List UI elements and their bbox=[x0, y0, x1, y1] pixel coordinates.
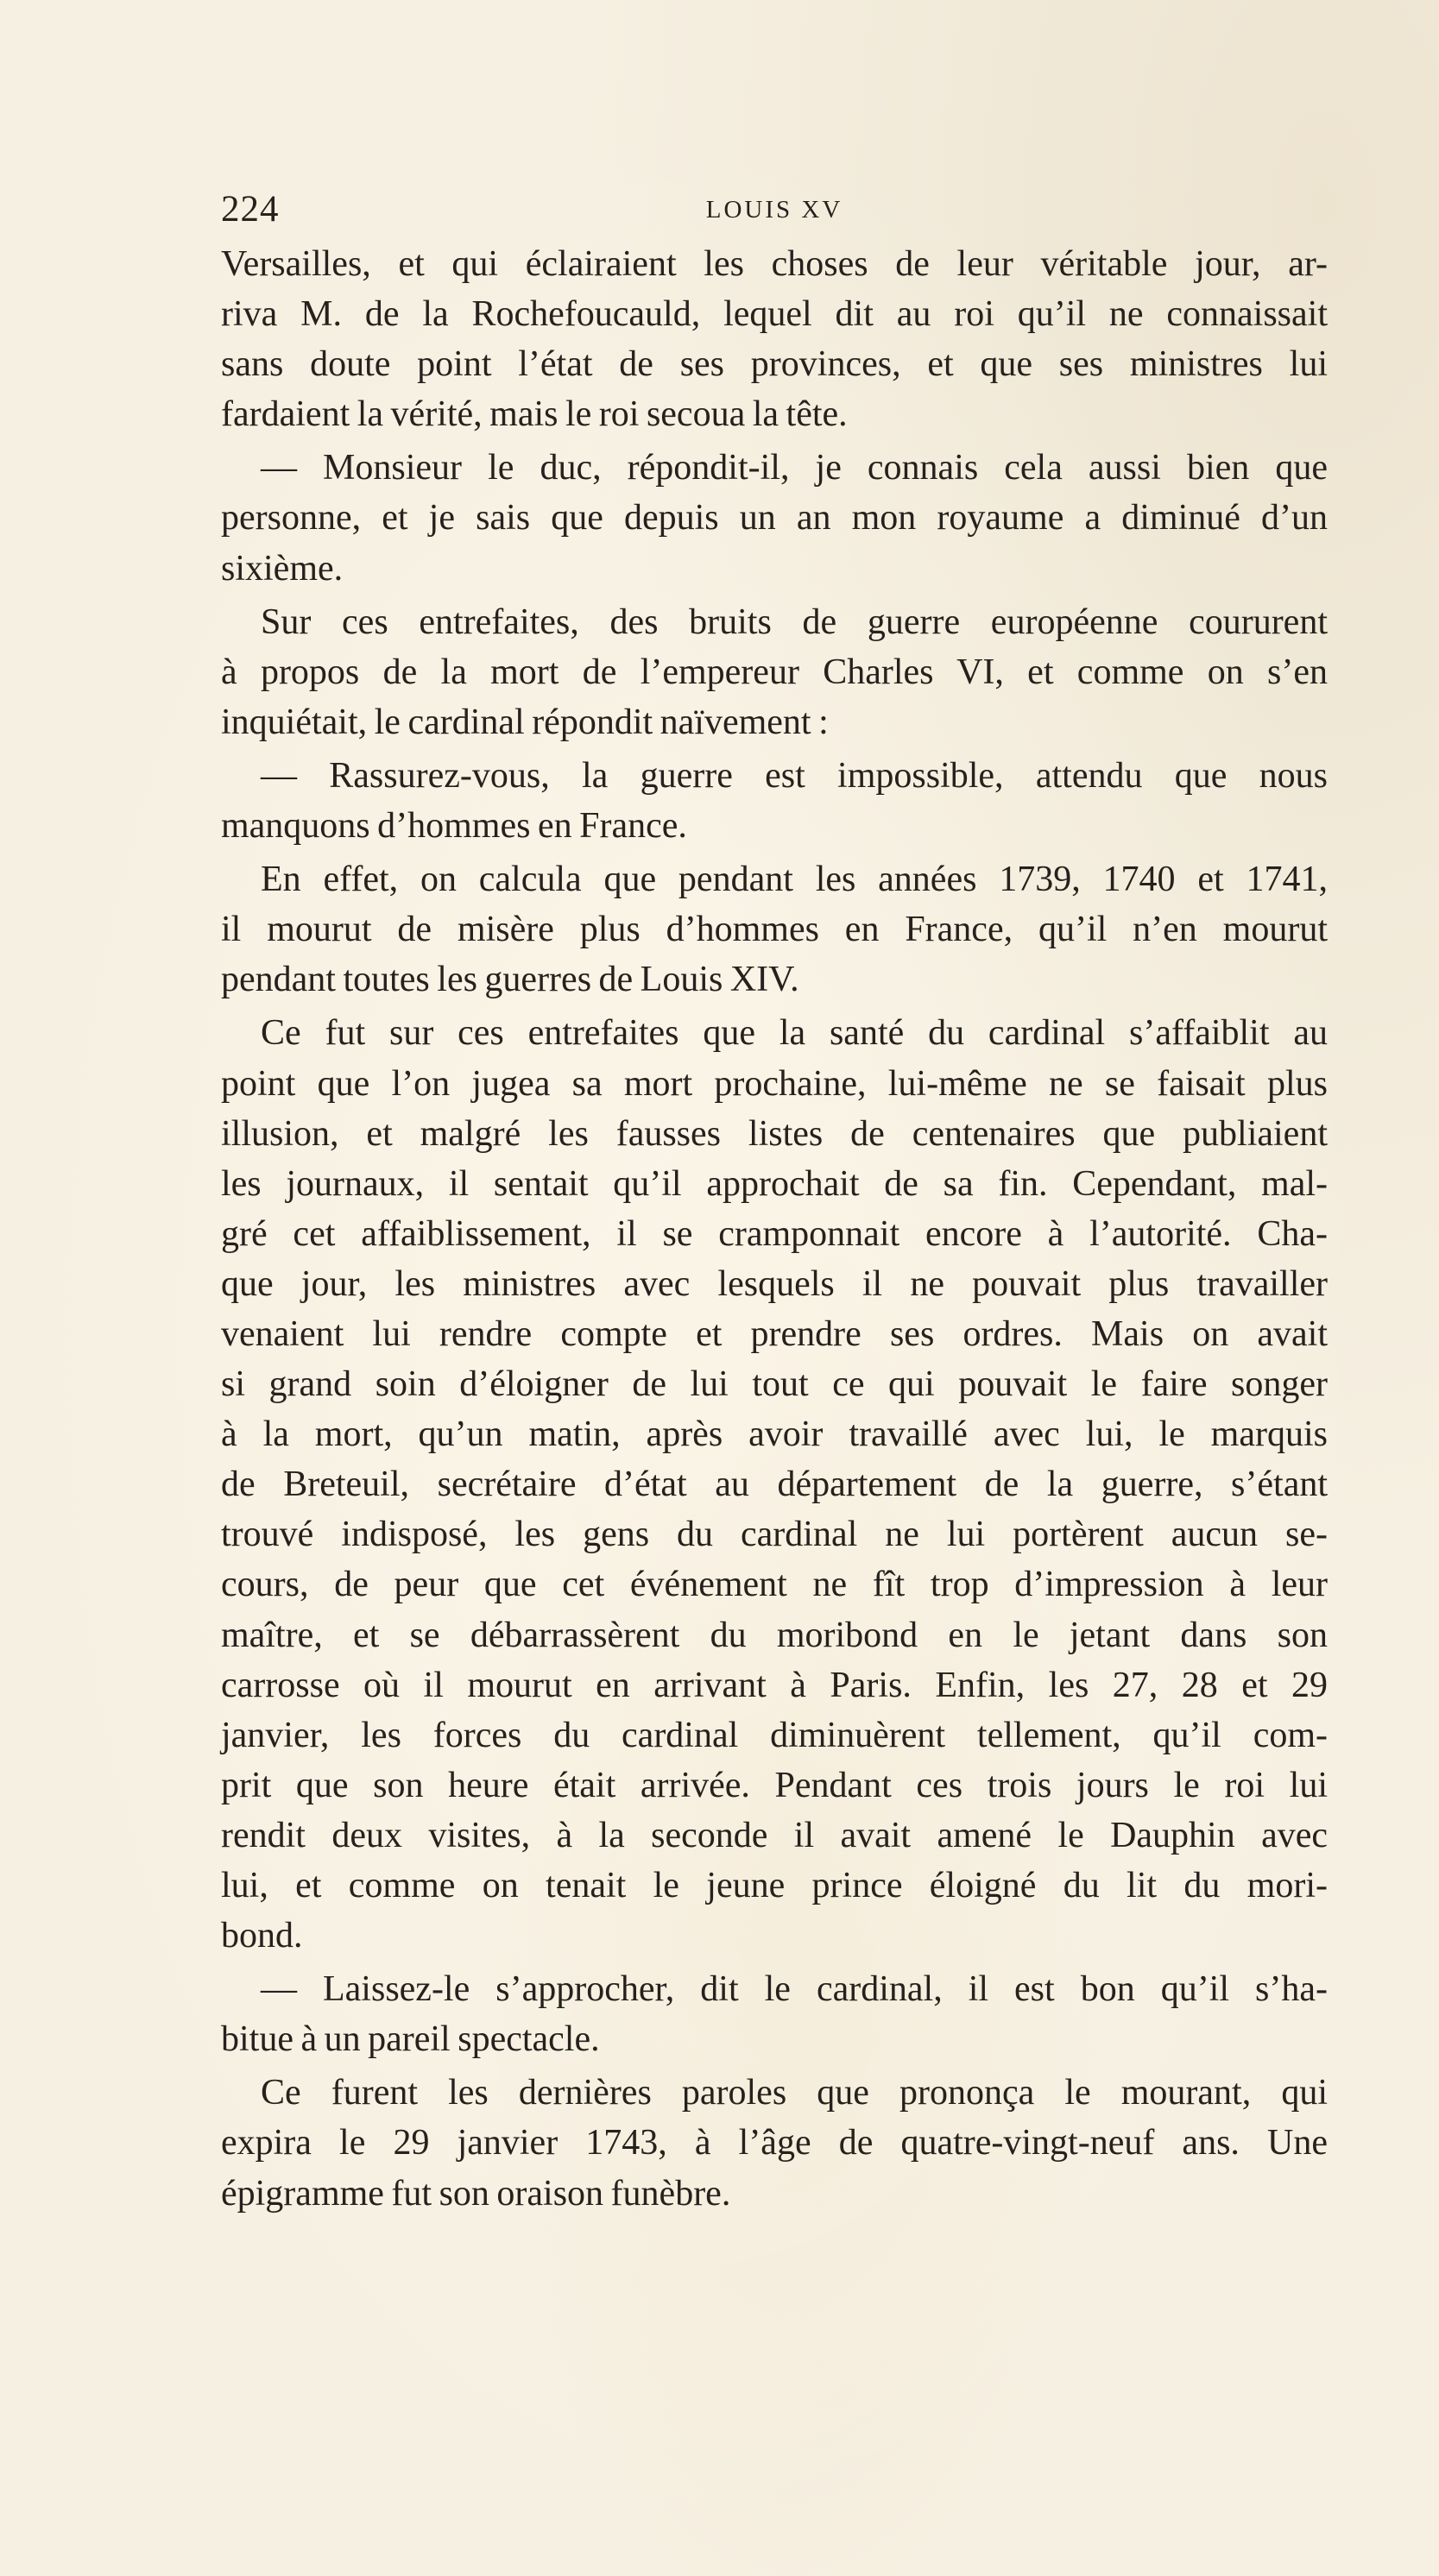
text-line: bitue à un pareil spectacle. bbox=[221, 2019, 600, 2060]
text-line: pendant toutes les guerres de Louis XIV. bbox=[221, 960, 799, 1000]
text-line: point que l’on jugea sa mort prochaine, lui-même ne se faisait plus bbox=[221, 1063, 1328, 1104]
paragraph bbox=[221, 597, 1328, 747]
paragraph bbox=[221, 2068, 1328, 2218]
paragraph bbox=[221, 854, 1328, 1005]
text-line: Sur ces entrefaites, des bruits de guerre européenne coururent bbox=[261, 601, 1328, 642]
text-line: il mourut de misère plus d’hommes en France, qu’il n’en mourut bbox=[221, 910, 1328, 950]
text-line: maître, et se débarrassèrent du moribond en le jetant dans son bbox=[221, 1615, 1328, 1655]
page-number: 224 bbox=[221, 189, 280, 230]
text-line: lui, et comme on tenait le jeune prince éloigné du lit du mori- bbox=[221, 1866, 1328, 1905]
text-line: expira le 29 janvier 1743, à l’âge de quatre-vingt-neuf ans. Une bbox=[221, 2123, 1328, 2163]
text-line: fardaient la vérité, mais le roi secoua la tête. bbox=[221, 394, 848, 435]
text-line: cours, de peur que cet événement ne fît trop d’impression à leur bbox=[221, 1565, 1328, 1605]
text-line: rendit deux visites, à la seconde il avait amené le Dauphin avec bbox=[221, 1815, 1328, 1855]
text-line: illusion, et malgré les fausses listes de centenaires que publiaient bbox=[221, 1113, 1328, 1154]
paragraph bbox=[221, 239, 1328, 439]
text-line: — Rassurez-vous, la guerre est impossible, attendu que nous bbox=[261, 755, 1328, 796]
text-line: sixième. bbox=[221, 548, 344, 589]
paragraph bbox=[221, 1008, 1328, 1961]
text-line: Ce furent les dernières paroles que prononça le mourant, qui bbox=[261, 2073, 1328, 2113]
text-line: les journaux, il sentait qu’il approchait de sa fin. Cependant, mal- bbox=[221, 1163, 1328, 1204]
body-text bbox=[221, 239, 1328, 2219]
text-line: bond. bbox=[221, 1916, 303, 1956]
text-line: — Monsieur le duc, répondit-il, je connais cela aussi bien que bbox=[261, 448, 1328, 488]
paragraph bbox=[221, 1964, 1328, 2064]
text-line: personne, et je sais que depuis un an mon royaume a diminué d’un bbox=[221, 498, 1328, 539]
paragraph bbox=[221, 751, 1328, 851]
text-line: Versailles, et qui éclairaient les choses de leur véritable jour, ar- bbox=[221, 244, 1328, 284]
text-line: à propos de la mort de l’empereur Charles VI, et comme on s’en bbox=[221, 652, 1328, 692]
text-line: venaient lui rendre compte et prendre ses ordres. Mais on avait bbox=[221, 1313, 1328, 1354]
text-line: de Breteuil, secrétaire d’état au département de la guerre, s’étant bbox=[221, 1464, 1328, 1505]
text-line: Ce fut sur ces entrefaites que la santé du cardinal s’affaiblit au bbox=[261, 1013, 1328, 1054]
text-line: prit que son heure était arrivée. Pendant ces trois jours le roi lui bbox=[221, 1765, 1328, 1805]
text-line: carrosse où il mourut en arrivant à Paris. Enfin, les 27, 28 et 29 bbox=[221, 1665, 1328, 1705]
running-title: LOUIS XV bbox=[705, 196, 843, 224]
text-line: gré cet affaiblissement, il se cramponnait encore à l’autorité. Cha- bbox=[221, 1213, 1328, 1254]
text-line: à la mort, qu’un matin, après avoir travaillé avec lui, le marquis bbox=[221, 1414, 1328, 1455]
text-line: riva M. de la Rochefoucauld, lequel dit au roi qu’il ne connaissait bbox=[221, 294, 1328, 335]
paragraph bbox=[221, 443, 1328, 593]
text-line: trouvé indisposé, les gens du cardinal ne lui portèrent aucun se- bbox=[221, 1515, 1328, 1555]
running-head bbox=[221, 184, 1328, 236]
text-line: que jour, les ministres avec lesquels il ne pouvait plus travailler bbox=[221, 1263, 1328, 1304]
text-line: inquiétait, le cardinal répondit naïvement : bbox=[221, 702, 829, 742]
text-line: si grand soin d’éloigner de lui tout ce qui pouvait le faire songer bbox=[221, 1364, 1328, 1405]
text-line: En effet, on calcula que pendant les années 1739, 1740 et 1741, bbox=[261, 860, 1328, 900]
text-line: manquons d’hommes en France. bbox=[221, 806, 687, 847]
text-line: sans doute point l’état de ses provinces, et que ses ministres lui bbox=[221, 344, 1328, 385]
text-line: épigramme fut son oraison funèbre. bbox=[221, 2173, 731, 2214]
text-line: janvier, les forces du cardinal diminuèrent tellement, qu’il com- bbox=[221, 1715, 1328, 1755]
text-line: — Laissez-le s’approcher, dit le cardinal, il est bon qu’il s’ha- bbox=[261, 1969, 1328, 2010]
